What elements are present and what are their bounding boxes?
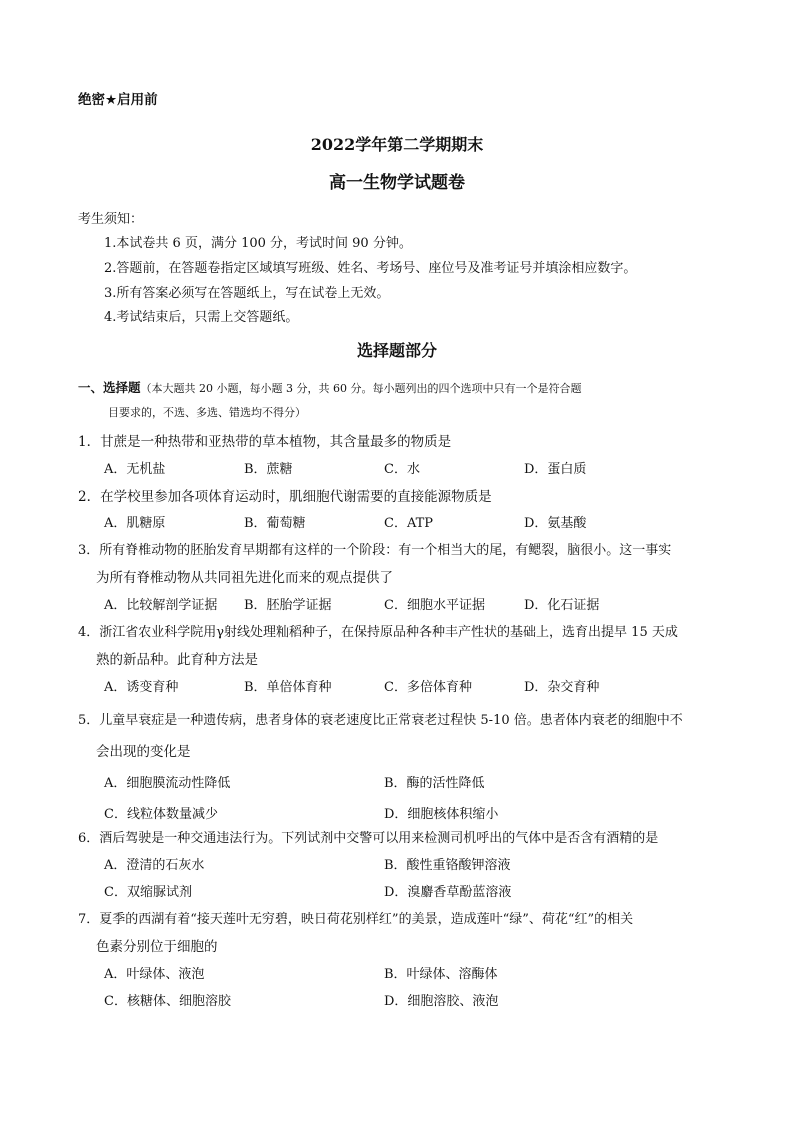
question-5-stem-continued: 会出现的变化是 <box>96 744 191 760</box>
question-6-option-a: A．澄清的石灰水 <box>104 858 205 873</box>
question-2-option-d: D．氨基酸 <box>524 516 587 531</box>
question-6-option-b: B．酸性重铬酸钾溶液 <box>384 858 511 873</box>
question-3-stem: 3．所有脊椎动物的胚胎发育早期都有这样的一个阶段：有一个相当大的尾，有鳃裂，脑很小。这一事实 <box>78 543 672 558</box>
question-1-stem: 1．甘蔗是一种热带和亚热带的草本植物，其含量最多的物质是 <box>78 434 452 450</box>
notice-item: 3.所有答案必须写在答题纸上，写在试卷上无效。 <box>104 286 390 301</box>
exam-title: 2022学年第二学期期末 <box>310 135 484 154</box>
question-4-option-b: B．单倍体育种 <box>244 680 332 695</box>
question-5-option-c: C．线粒体数量减少 <box>104 807 218 822</box>
part-description-continued: 目要求的，不选、多选、错选均不得分） <box>108 406 306 419</box>
question-4-stem: 4．浙江省农业科学院用γ射线处理籼稻种子，在保持原品种各种丰产性状的基础上，选育出提早 15 天成 <box>78 625 678 640</box>
question-2-stem: 2．在学校里参加各项体育运动时，肌细胞代谢需要的直接能源物质是 <box>78 489 492 505</box>
question-2-option-c: C．ATP <box>384 516 434 531</box>
question-1-option-c: C．水 <box>384 462 420 477</box>
question-6-option-c: C．双缩脲试剂 <box>104 885 192 900</box>
question-6-option-d: D．溴麝香草酚蓝溶液 <box>384 885 512 900</box>
question-4-option-d: D．杂交育种 <box>524 680 600 695</box>
question-5-option-b: B．酶的活性降低 <box>384 776 485 791</box>
part-description: （本大题共 20 小题，每小题 3 分，共 60 分。每小题列出的四个选项中只有一个是符合题 <box>140 382 582 395</box>
exam-subtitle: 高一生物学试题卷 <box>329 173 465 193</box>
question-5-option-a: A．细胞膜流动性降低 <box>104 776 231 791</box>
notice-heading: 考生须知： <box>78 212 144 227</box>
question-5-stem: 5．儿童早衰症是一种遗传病，患者身体的衰老速度比正常衰老过程快 5-10 倍。患者体内衰老的细胞中不 <box>78 713 683 728</box>
question-2-option-b: B．葡萄糖 <box>244 516 306 531</box>
notice-item: 2.答题前，在答题卷指定区域填写班级、姓名、考场号、座位号及准考证号并填涂相应数字。 <box>104 261 637 276</box>
question-3-option-b: B．胚胎学证据 <box>244 598 332 613</box>
question-7-option-d: D．细胞溶胶、液泡 <box>384 994 499 1009</box>
question-3-option-a: A．比较解剖学证据 <box>104 598 218 613</box>
question-7-option-c: C．核糖体、细胞溶胶 <box>104 994 231 1009</box>
question-3-stem-continued: 为所有脊椎动物从共同祖先进化而来的观点提供了 <box>96 570 393 586</box>
question-4-option-c: C．多倍体育种 <box>384 680 472 695</box>
question-7-stem: 7．夏季的西湖有着“接天莲叶无穷碧，映日荷花别样红”的美景，造成莲叶“绿”、荷花“红”的相关 <box>78 912 634 927</box>
question-2-option-a: A．肌糖原 <box>104 516 166 531</box>
question-7-option-b: B．叶绿体、溶酶体 <box>384 967 498 982</box>
section-title: 选择题部分 <box>356 341 437 360</box>
question-1-option-a: A．无机盐 <box>104 462 166 477</box>
question-4-stem-continued: 熟的新品种。此育种方法是 <box>96 652 258 668</box>
confidential-label: 绝密★启用前 <box>78 92 158 108</box>
question-7-option-a: A．叶绿体、液泡 <box>104 967 205 982</box>
part-heading <box>78 378 582 396</box>
question-5-option-d: D．细胞核体积缩小 <box>384 807 499 822</box>
question-4-option-a: A．诱变育种 <box>104 680 179 695</box>
question-3-option-c: C．细胞水平证据 <box>384 598 485 613</box>
question-1-option-d: D．蛋白质 <box>524 462 587 477</box>
part-label: 一、选择题 <box>78 380 141 395</box>
question-6-stem: 6．酒后驾驶是一种交通违法行为。下列试剂中交警可以用来检测司机呼出的气体中是否含有酒精的是 <box>78 831 659 846</box>
notice-item: 4.考试结束后，只需上交答题纸。 <box>104 310 299 325</box>
question-3-option-d: D．化石证据 <box>524 598 600 613</box>
question-1-option-b: B．蔗糖 <box>244 462 293 477</box>
question-7-stem-continued: 色素分别位于细胞的 <box>96 939 218 955</box>
notice-item: 1.本试卷共 6 页，满分 100 分，考试时间 90 分钟。 <box>104 236 412 251</box>
